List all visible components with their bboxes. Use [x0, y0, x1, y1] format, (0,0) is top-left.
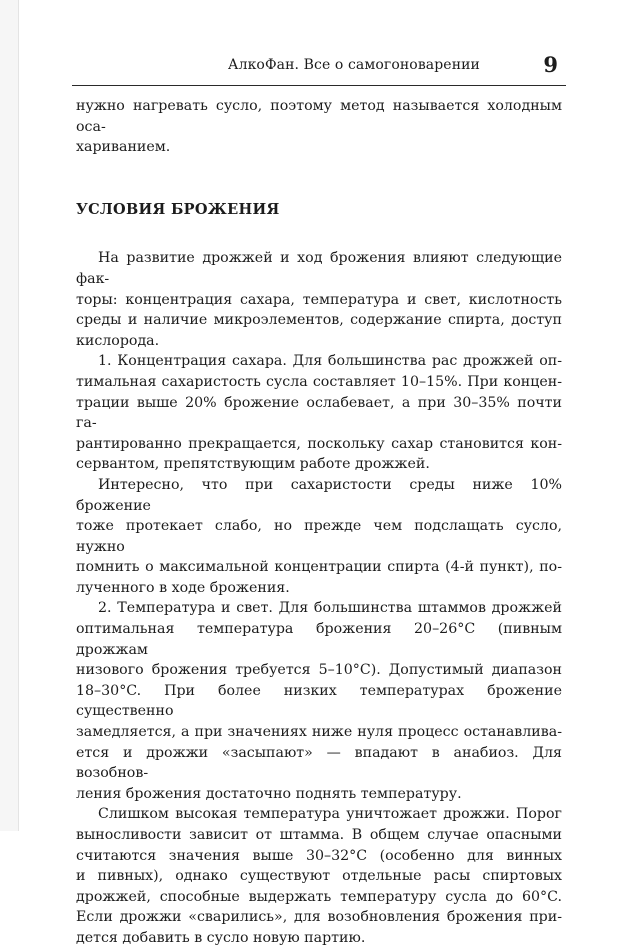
text-line: ления брожения достаточно поднять температуру. — [76, 785, 462, 802]
text-line: считаются значения выше 30–32°C (особенно для винных — [76, 847, 562, 864]
text-line: рантированно прекращается, поскольку сахар становится кон- — [76, 435, 562, 452]
text-line: выносливости зависит от штамма. В общем случае опасными — [76, 827, 562, 843]
running-header — [70, 52, 570, 82]
text-line: низового брожения требуется 5–10°C). Допустимый диапазон — [76, 662, 562, 679]
text-line: Интересно, что при сахаристости среды ниже 10% брожение — [76, 476, 562, 514]
text-line: трации выше 20% брожение ослабевает, а при 30–35% почти га- — [76, 394, 562, 432]
text-line: дется добавить в сусло новую партию. — [76, 929, 366, 946]
text-line: 2. Температура и свет. Для большинства штаммов дрожжей — [98, 600, 562, 617]
text-line: 1. Концентрация сахара. Для большинства рас дрожжей оп- — [98, 353, 562, 370]
body-paragraph — [76, 475, 562, 599]
body-paragraph — [76, 248, 562, 351]
text-line: торы: концентрация сахара, температура и свет, кислотность — [76, 291, 562, 308]
body-paragraph — [76, 351, 562, 475]
text-line: 18–30°C. При более низких температурах брожение существенно — [76, 682, 562, 720]
page-body — [76, 96, 562, 949]
page-edge-shadow — [0, 0, 19, 831]
text-line: лученного в ходе брожения. — [76, 579, 290, 596]
body-paragraph — [76, 804, 562, 948]
text-line: хариванием. — [76, 139, 171, 156]
text-line: и пивных), однако существуют отдельные расы спиртовых — [76, 868, 562, 885]
text-line: тоже протекает слабо, но прежде чем подслащать сусло, нужно — [76, 518, 562, 555]
page-number: 9 — [543, 52, 558, 77]
text-line: нужно нагревать сусло, поэтому метод называется холодным оса- — [76, 98, 562, 135]
body-paragraph — [76, 598, 562, 804]
text-line: дрожжей, способные выдержать температуру сусла до 60°C. — [76, 888, 562, 905]
section-heading: УСЛОВИЯ БРОЖЕНИЯ — [76, 200, 280, 218]
text-line: Если дрожжи «сварились», для возобновления брожения при- — [76, 909, 562, 926]
book-title: АлкоФан. Все о самогоноварении — [227, 57, 480, 73]
intro-paragraph — [76, 96, 562, 158]
text-line: На развитие дрожжей и ход брожения влияют следующие фак- — [76, 250, 562, 287]
text-line: оптимальная температура брожения 20–26°C (пивным дрожжам — [76, 621, 562, 658]
text-line: ется и дрожжи «засыпают» — впадают в анабиоз. Для возобнов- — [76, 744, 562, 782]
header-rule — [72, 85, 566, 86]
text-line: помнить о максимальной концентрации спирта (4-й пункт), по- — [76, 559, 562, 576]
text-line: тимальная сахаристость сусла составляет 10–15%. При концен- — [76, 373, 562, 390]
text-line: кислорода. — [76, 332, 160, 349]
text-line: замедляется, а при значениях ниже нуля процесс останавлива- — [76, 724, 562, 741]
text-line: Слишком высокая температура уничтожает дрожжи. Порог — [98, 806, 562, 823]
text-line: сервантом, препятствующим работе дрожжей. — [76, 456, 430, 473]
text-line: среды и наличие микроэлементов, содержание спирта, доступ — [76, 312, 562, 329]
